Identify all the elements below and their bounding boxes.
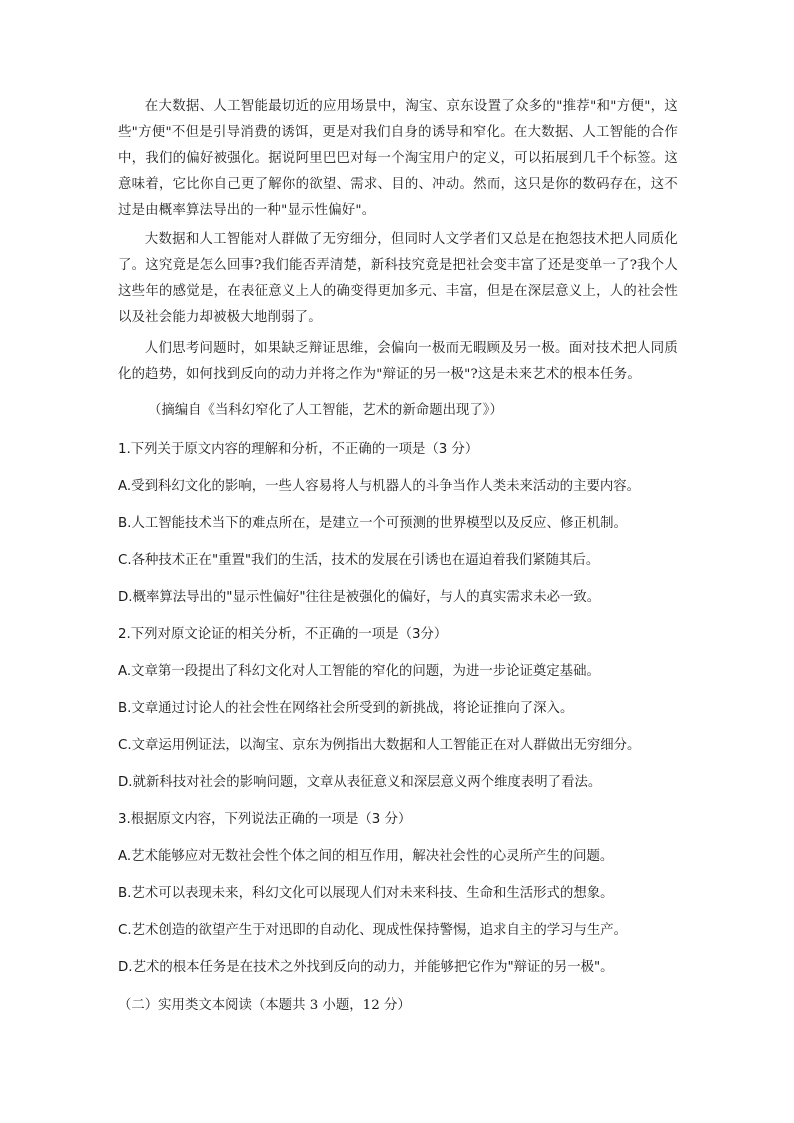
- passage-paragraph-3: [118, 336, 678, 388]
- question-2-option-b: B.文章通过讨论人的社会性在网络社会所受到的新挑战，将论证推向了深入。: [118, 701, 574, 716]
- question-2-option-c: C.文章运用例证法，以淘宝、京东为例指出大数据和人工智能正在对人群做出无穷细分。: [118, 738, 641, 753]
- question-2-option-d: D.就新科技对社会的影响问题，文章从表征意义和深层意义两个维度表明了看法。: [118, 775, 602, 790]
- question-3-option-d: D.艺术的根本任务是在技术之外找到反向的动力，并能够把它作为"辩证的另一极"。: [118, 960, 614, 975]
- passage-paragraph-2: [118, 227, 678, 331]
- question-1-option-c: C.各种技术正在"重置"我们的生活，技术的发展在引诱也在逼迫着我们紧随其后。: [118, 553, 600, 568]
- question-2-option-a: A.文章第一段提出了科幻文化对人工智能的窄化的问题，为进一步论证奠定基础。: [118, 664, 600, 679]
- section-heading: （二）实用类文本阅读（本题共 3 小题，12 分）: [118, 998, 411, 1013]
- question-3-option-b: B.艺术可以表现未来，科幻文化可以展现人们对未来科技、生命和生活形式的想象。: [118, 886, 614, 901]
- question-2-stem: 2.下列对原文论证的相关分析，不正确的一项是（3分）: [118, 627, 448, 642]
- question-1-stem: 1.下列关于原文内容的理解和分析，不正确的一项是（3 分）: [118, 442, 479, 457]
- question-3-option-c: C.艺术创造的欲望产生于对迅即的自动化、现成性保持警惕，追求自主的学习与生产。: [118, 923, 628, 938]
- question-3-stem: 3.根据原文内容，下列说法正确的一项是（3 分）: [118, 812, 412, 827]
- paragraph-text: 大数据和人工智能对人群做了无穷细分，但同时人文学者们又总是在抱怨技术把人同质化了。这究竟是怎么回事?我们能否弄清楚，新科技究竟是把社会变丰富了还是变单一了?我个人这些年的感觉是，在表征意义上人的确变得更加多元、丰富，但是在深层意义上，人的社会性以及社会能力却被极大地削弱了。: [118, 232, 678, 325]
- source-citation: （摘编自《当科幻窄化了人工智能，艺术的新命题出现了》）: [148, 403, 503, 418]
- question-3-option-a: A.艺术能够应对无数社会性个体之间的相互作用，解决社会性的心灵所产生的问题。: [118, 849, 614, 864]
- question-1-option-a: A.受到科幻文化的影响，一些人容易将人与机器人的斗争当作人类未来活动的主要内容。: [118, 479, 641, 494]
- paragraph-text: 在大数据、人工智能最切近的应用场景中，淘宝、京东设置了众多的"推荐"和"方便"，这些"方便"不但是引导消费的诱饵，更是对我们自身的诱导和窄化。在大数据、人工智能的合作中，我们的偏好被强化。据说阿里巴巴对每一个淘宝用户的定义，可以拓展到几千个标签。这意味着，它比你自己更了解你的欲望、需求、目的、冲动。然而，这只是你的数码存在，这不过是由概率算法导出的一种"显示性偏好"。: [118, 99, 678, 218]
- question-1-option-d: D.概率算法导出的"显示性偏好"往往是被强化的偏好，与人的真实需求未必一致。: [118, 590, 601, 605]
- question-1-option-b: B.人工智能技术当下的难点所在，是建立一个可预测的世界模型以及反应、修正机制。: [118, 516, 627, 531]
- passage-paragraph-1: [118, 94, 678, 224]
- paragraph-text: 人们思考问题时，如果缺乏辩证思维，会偏向一极而无暇顾及另一极。面对技术把人同质化的趋势，如何找到反向的动力并将之作为"辩证的另一极"?这是未来艺术的根本任务。: [118, 341, 678, 382]
